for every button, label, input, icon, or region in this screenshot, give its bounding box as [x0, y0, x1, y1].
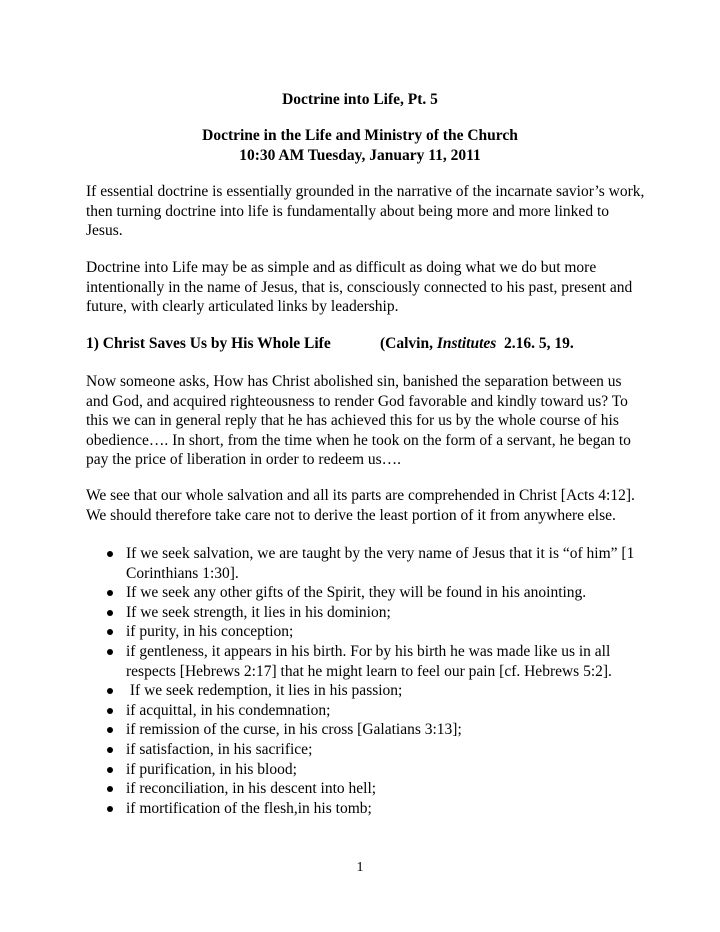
- list-item: [86, 720, 646, 740]
- list-item-text: if acquittal, in his condemnation;: [126, 701, 331, 719]
- document-title: Doctrine into Life, Pt. 5: [282, 91, 438, 108]
- document-datetime: 10:30 AM Tuesday, January 11, 2011: [239, 147, 481, 164]
- paragraph-whole-salvation: We see that our whole salvation and all its parts are comprehended in Christ [Acts 4:12]. We should therefore take care not to derive the least portion of it from anywhere else.: [86, 487, 635, 524]
- document-subtitle: Doctrine in the Life and Ministry of the Church: [202, 127, 518, 144]
- bullet-icon: [107, 688, 113, 694]
- paragraph-doctrine-into-life: Doctrine into Life may be as simple and as difficult as doing what we do but more intentionally in the name of Jesus, that is, consciously connected to his past, present and future, with clearly articulated links by leadership.: [86, 259, 633, 316]
- paragraph-intro: If essential doctrine is essentially grounded in the narrative of the incarnate savior’s work, then turning doctrine into life is fundamentally about being more and more linked to Jesus.: [86, 183, 645, 240]
- paragraph-calvin-quote: Now someone asks, How has Christ abolished sin, banished the separation between us and God, and acquired righteousness to render God favorable and kindly toward us? To this we can in general reply that he has achieved this for us by the whole course of his obedience…. In short, from the time when he took on the form of a servant, he began to pay the price of liberation in order to redeem us….: [86, 373, 631, 469]
- list-item: [86, 603, 646, 623]
- list-item: [86, 583, 646, 603]
- list-item: [86, 701, 646, 721]
- bullet-icon: [107, 727, 113, 733]
- bullet-icon: [107, 806, 113, 812]
- section-heading-main: 1) Christ Saves Us by His Whole Life: [86, 335, 331, 352]
- list-item-text: If we seek salvation, we are taught by the very name of Jesus that it is “of him” [1 Corinthians 1:30].: [126, 545, 635, 582]
- list-item: [86, 799, 646, 819]
- list-item: [86, 740, 646, 760]
- bullet-icon: [107, 610, 113, 616]
- bullet-icon: [107, 649, 113, 655]
- bullet-icon: [107, 747, 113, 753]
- list-item-text: if purity, in his conception;: [126, 623, 294, 641]
- bullet-icon: [107, 551, 113, 557]
- section-heading: [86, 334, 574, 354]
- list-item: [86, 681, 646, 701]
- bullet-list: [86, 544, 646, 818]
- list-item: [86, 642, 646, 681]
- list-item-text: If we seek redemption, it lies in his passion;: [126, 682, 403, 700]
- bullet-icon: [107, 767, 113, 773]
- reference-suffix: 2.16. 5, 19.: [496, 335, 574, 352]
- list-item-text: if satisfaction, in his sacrifice;: [126, 740, 313, 758]
- list-item: [86, 622, 646, 642]
- list-item-text: if gentleness, it appears in his birth. For by his birth he was made like us in all respects [Hebrews 2:17] that he might learn to feel our pain [cf. Hebrews 5:2].: [126, 642, 612, 680]
- bullet-icon: [107, 786, 113, 792]
- list-item-text: If we seek any other gifts of the Spirit, they will be found in his anointing.: [126, 584, 587, 602]
- list-item-text: if mortification of the flesh,in his tomb;: [126, 799, 372, 817]
- list-item-text: if reconciliation, in his descent into hell;: [126, 780, 377, 798]
- reference-work-title: Institutes: [436, 335, 497, 352]
- section-heading-reference: [380, 334, 574, 354]
- list-item-text: If we seek strength, it lies in his dominion;: [126, 603, 391, 621]
- page-number: 1: [356, 860, 364, 875]
- bullet-icon: [107, 708, 113, 714]
- list-item: [86, 760, 646, 780]
- bullet-icon: [107, 629, 113, 635]
- list-item: [86, 779, 646, 799]
- list-item-text: if remission of the curse, in his cross [Galatians 3:13];: [126, 721, 462, 739]
- list-item-text: if purification, in his blood;: [126, 760, 297, 778]
- reference-prefix: (Calvin,: [380, 335, 437, 352]
- list-item: [86, 544, 646, 583]
- bullet-icon: [107, 590, 113, 596]
